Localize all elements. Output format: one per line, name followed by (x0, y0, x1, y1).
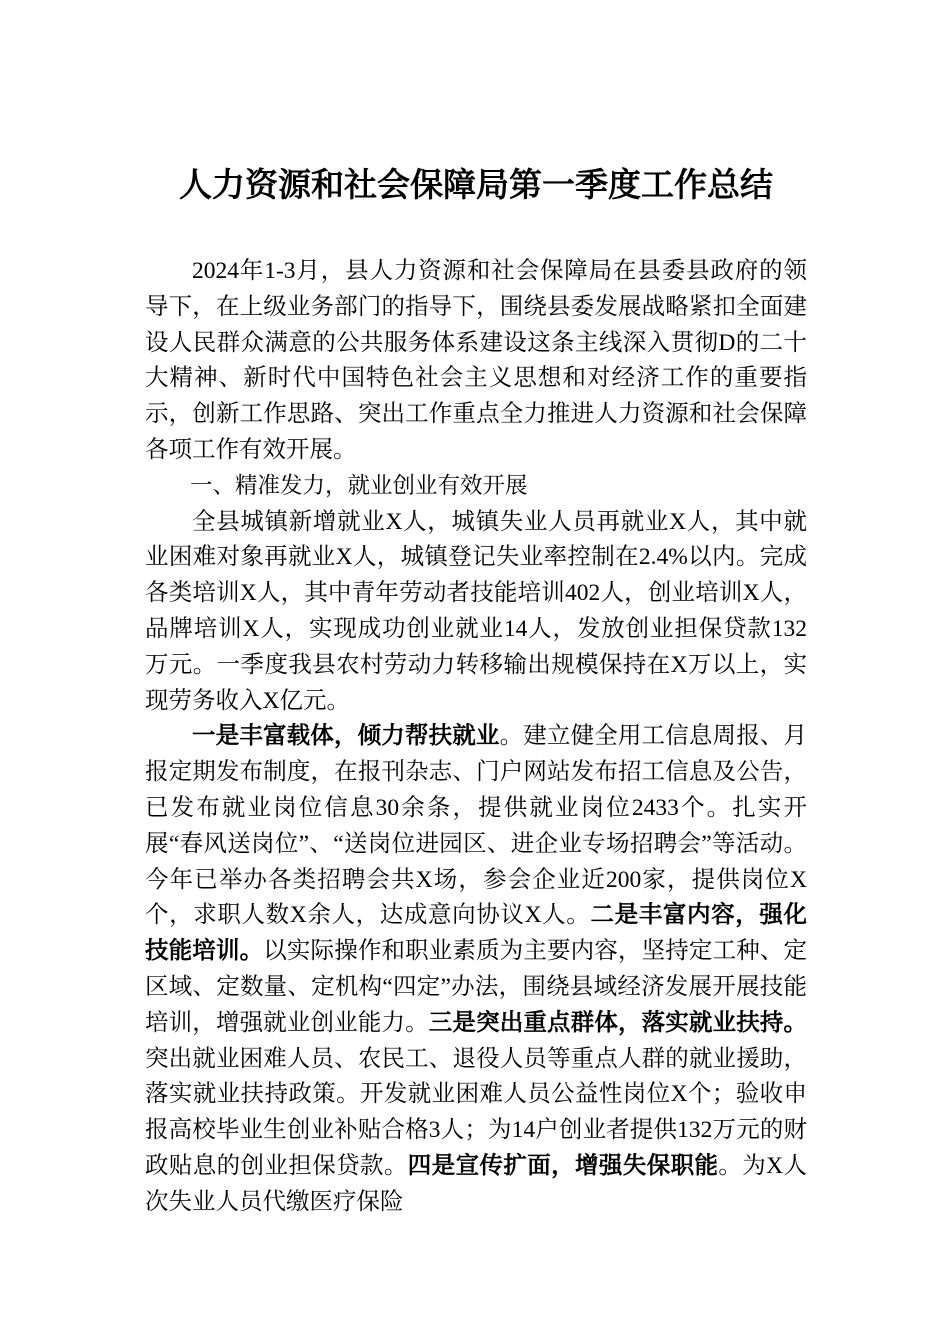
document-title: 人力资源和社会保障局第一季度工作总结 (179, 165, 773, 204)
point-text: 。为X人次失业人员代缴医疗保险 (145, 1152, 808, 1215)
document-body (145, 254, 807, 1221)
point-text: 突出就业困难人员、农民工、退役人员等重点人群的就业援助，落实就业扶持政策。开发就业困难人员公益性岗位X个；验收申报高校毕业生创业补贴合格3人；为14户创业者提供132万元的财政贴息的创业担保贷款。 (145, 1045, 807, 1179)
point-title: 四是宣传扩面，增强失保职能 (407, 1152, 719, 1179)
section-heading: 一、精准发力，就业创业有效开展 (190, 472, 528, 499)
point-text: 。建立健全用工信息周报、月报定期发布制度，在报刊杂志、门户网站发布招工信息及公告，已发布就业岗位信息30余条，提供就业岗位2433个。扎实开展“春风送岗位”、“送岗位进园区、进企业专场招聘会”等活动。今年已举办各类招聘会共X场，参会企业近200家，提供岗位X个，求职人数X余人，达成意向协议X人。 (145, 723, 808, 929)
intro-paragraph: 2024年1-3月，县人力资源和社会保障局在县委县政府的领导下，在上级业务部门的指导下，围绕县委发展战略紧扣全面建设人民群众满意的公共服务体系建设这条主线深入贯彻D的二十大精神、新时代中国特色社会主义思想和对经济工作的重要指示，创新工作思路、突出工作重点全力推进人力资源和社会保障各项工作有效开展。 (145, 258, 807, 463)
point-title: 一是丰富载体，倾力帮扶就业 (192, 723, 500, 750)
section-paragraph: 全县城镇新增就业X人，城镇失业人员再就业X人，其中就业困难对象再就业X人，城镇登记失业率控制在2.4%以内。完成各类培训X人，其中青年劳动者技能培训402人，创业培训X人，品牌培训X人，实现成功创业就业14人，发放创业担保贷款132万元。一季度我县农村劳动力转移输出规模保持在X万以上，实现劳务收入X亿元。 (145, 508, 807, 714)
point-title: 二是丰富内容，强化技能培训。 (145, 902, 807, 965)
point-text: 以实际操作和职业素质为主要内容，坚持定工种、定区域、定数量、定机构“四定”办法，围绕县域经济发展开展技能培训，增强就业创业能力。 (145, 938, 808, 1036)
point-title: 三是突出重点群体，落实就业扶持。 (428, 1009, 808, 1036)
points-paragraph (145, 719, 807, 1220)
